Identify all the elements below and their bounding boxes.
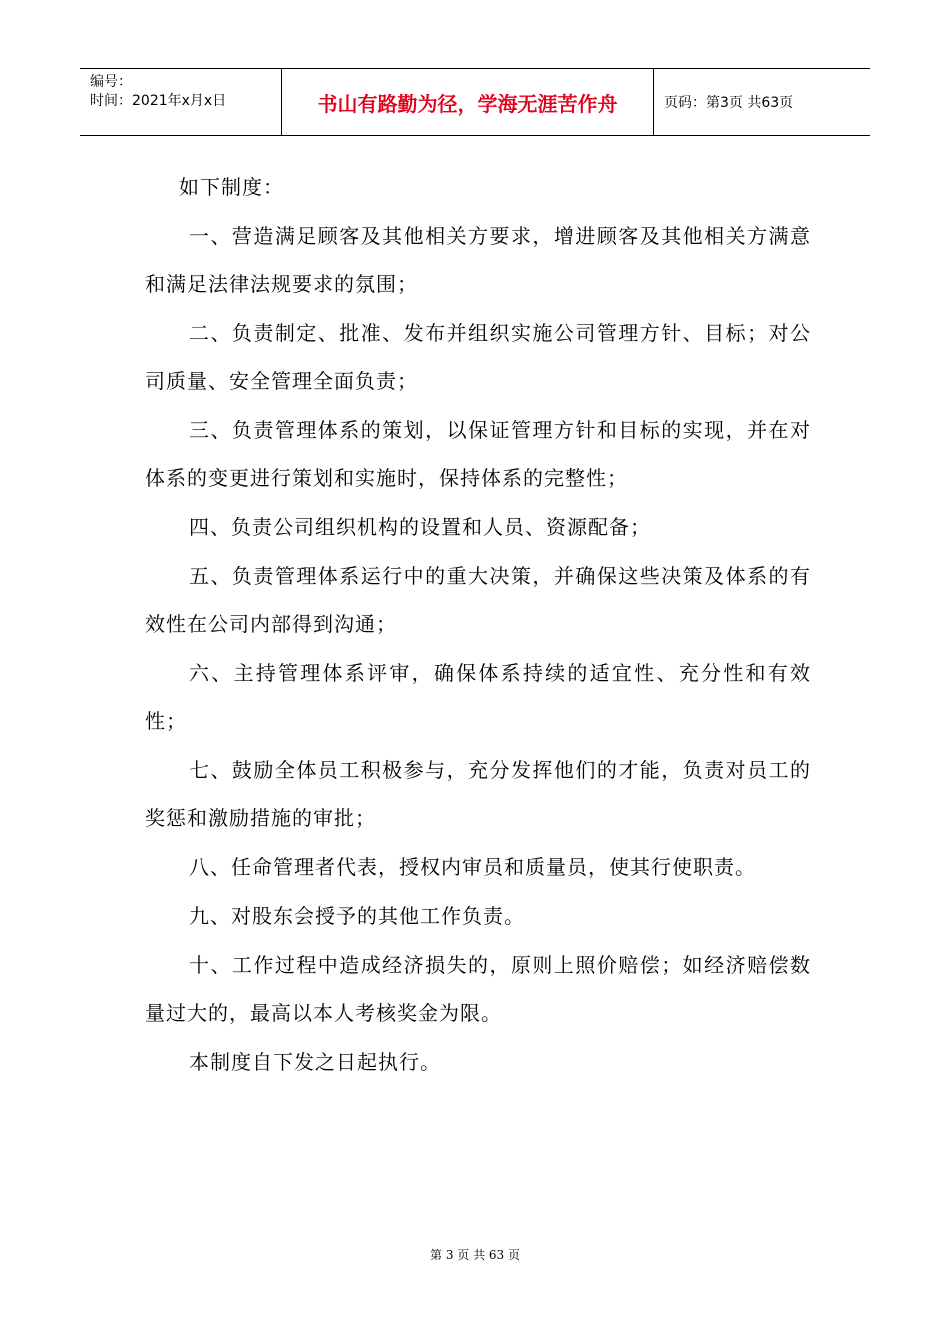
- header-page-cell: [654, 69, 870, 135]
- clause-1: 一、营造满足顾客及其他相关方要求，增进顾客及其他相关方满意和满足法律法规要求的氛围；: [145, 224, 811, 296]
- page-footer: [0, 1246, 950, 1263]
- intro-paragraph: 如下制度：: [179, 175, 284, 199]
- clause-3: 三、负责管理体系的策划，以保证管理方针和目标的实现，并在对体系的变更进行策划和实施时，保持体系的完整性；: [145, 418, 811, 490]
- header-motto: 书山有路勤为径，学海无涯苦作舟: [317, 91, 618, 116]
- clause-2: 二、负责制定、批准、发布并组织实施公司管理方针、目标；对公司质量、安全管理全面负责；: [145, 321, 811, 393]
- document-body: [145, 163, 811, 1087]
- header-motto-cell: [282, 69, 654, 135]
- header-meta-cell: [80, 69, 282, 135]
- clause-5: 五、负责管理体系运行中的重大决策，并确保这些决策及体系的有效性在公司内部得到沟通；: [145, 564, 811, 636]
- clause-7: 七、鼓励全体员工积极参与，充分发挥他们的才能，负责对员工的奖惩和激励措施的审批；: [145, 758, 811, 830]
- header-page-info: 页码：第3页 共63页: [664, 95, 794, 111]
- footer-page-number: 第 3 页 共 63 页: [430, 1248, 520, 1262]
- document-header: [80, 68, 870, 136]
- document-date-label: 时间：2021年x月x日: [90, 93, 227, 109]
- closing-paragraph: 本制度自下发之日起执行。: [189, 1050, 441, 1074]
- clause-4: 四、负责公司组织机构的设置和人员、资源配备；: [189, 515, 651, 539]
- document-number-label: 编号：: [90, 74, 132, 90]
- clause-9: 九、对股东会授予的其他工作负责。: [189, 904, 525, 928]
- clause-6: 六、主持管理体系评审，确保体系持续的适宜性、充分性和有效性；: [145, 661, 811, 733]
- clause-8: 八、任命管理者代表，授权内审员和质量员，使其行使职责。: [189, 855, 756, 879]
- clause-10: 十、工作过程中造成经济损失的，原则上照价赔偿；如经济赔偿数量过大的，最高以本人考核奖金为限。: [145, 953, 811, 1025]
